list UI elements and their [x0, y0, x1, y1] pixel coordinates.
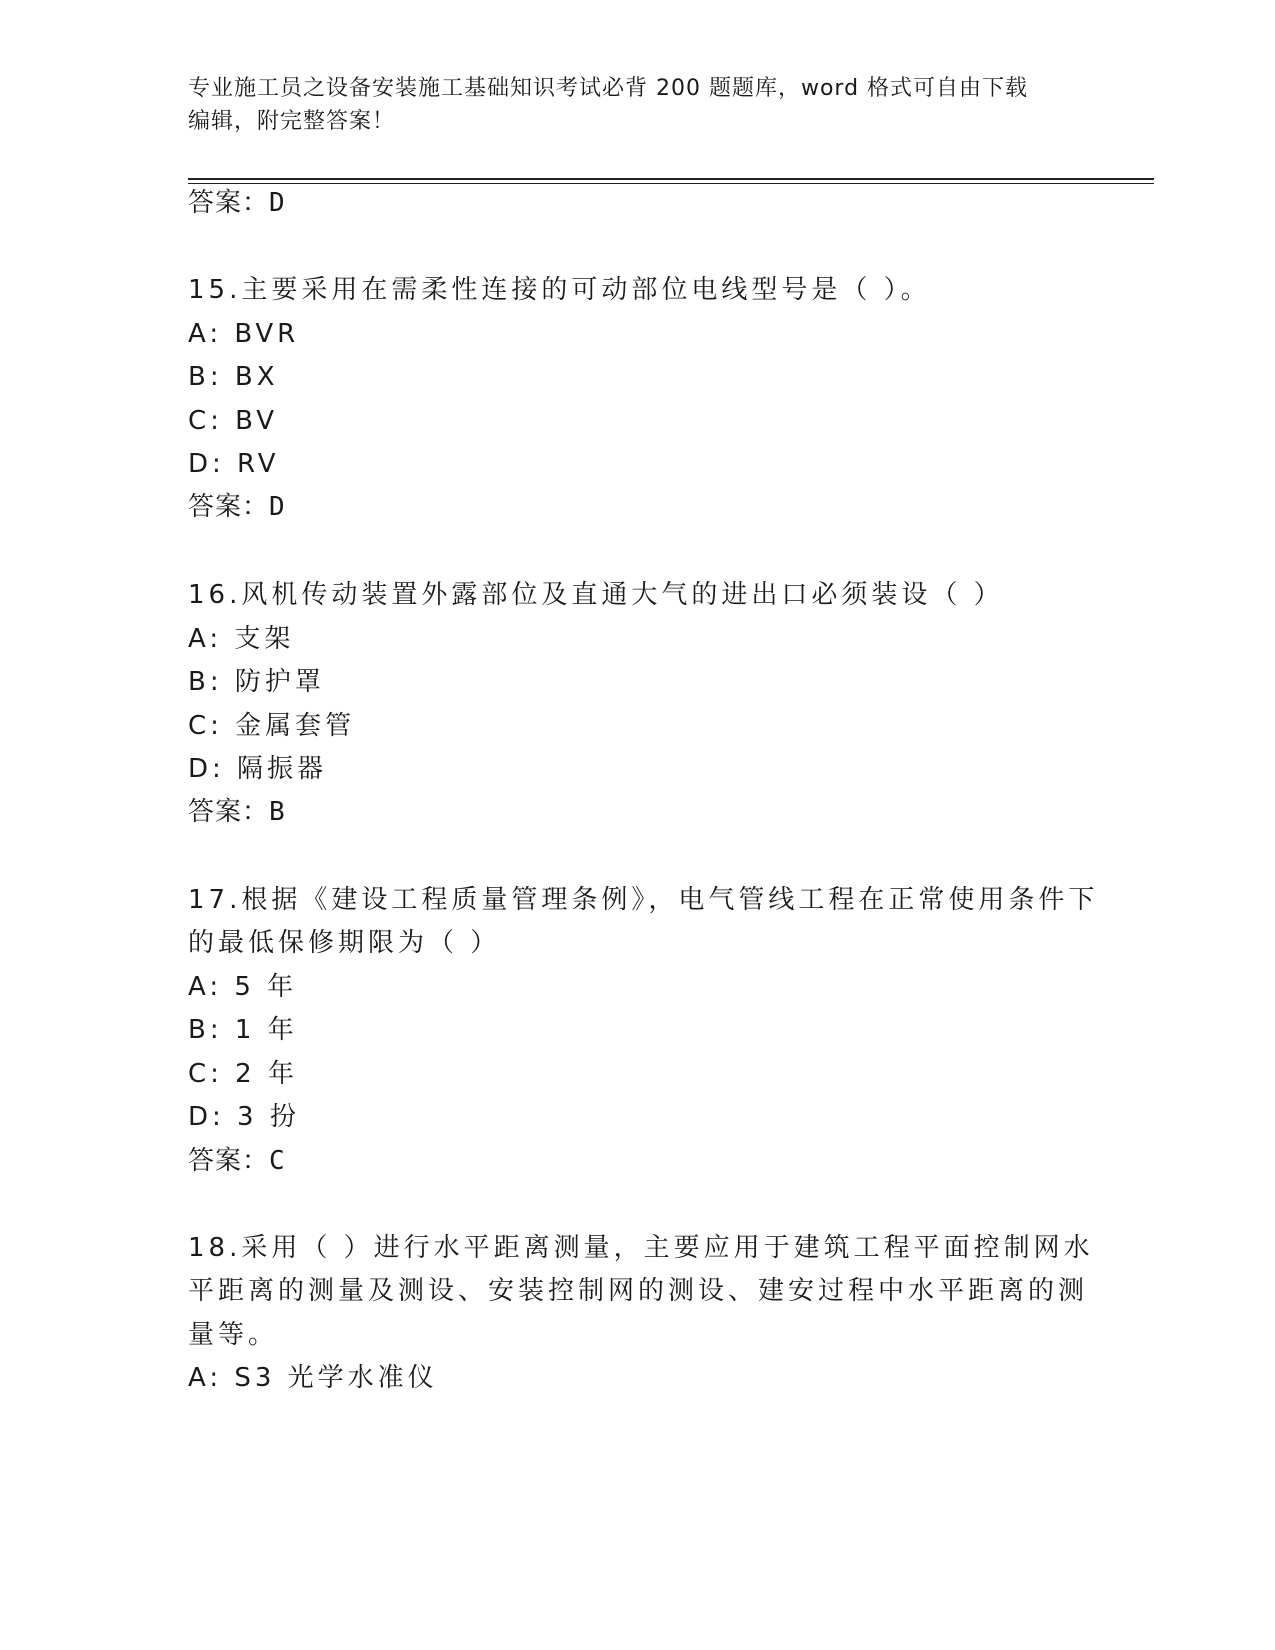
question-16-option-d: D: 隔振器	[188, 754, 328, 784]
document-header	[188, 72, 1088, 138]
question-16-option-a: A: 支架	[188, 624, 295, 654]
question-16-stem: 16.风机传动装置外露部位及直通大气的进出口必须装设（ ）	[188, 580, 1004, 610]
header-divider-thin	[188, 183, 1154, 184]
answer-q15: 答案：D	[188, 492, 286, 522]
question-15-option-b: B: BX	[188, 362, 279, 392]
question-17-option-b: B: 1 年	[188, 1015, 298, 1045]
question-18-stem-line-1: 18.采用（ ）进行水平距离测量，主要应用于建筑工程平面控制网水	[188, 1233, 1094, 1263]
question-17-option-c: C: 2 年	[188, 1059, 298, 1089]
answer-q16: 答案：B	[188, 797, 286, 827]
question-17-option-a: A: 5 年	[188, 972, 298, 1002]
question-17-option-d: D: 3 扮	[188, 1102, 300, 1132]
question-17-stem-line-2: 的最低保修期限为（ ）	[188, 928, 501, 958]
question-18-option-a: A: S3 光学水准仪	[188, 1363, 438, 1393]
question-15-option-a: A: BVR	[188, 319, 300, 349]
question-17-stem-line-1: 17.根据《建设工程质量管理条例》，电气管线工程在正常使用条件下	[188, 885, 1099, 915]
question-18-stem-line-3: 量等。	[188, 1320, 279, 1350]
question-16-option-b: B: 防护罩	[188, 667, 325, 697]
question-16-option-c: C: 金属套管	[188, 711, 356, 741]
question-15-option-c: C: BV	[188, 406, 279, 436]
header-line-1: 专业施工员之设备安装施工基础知识考试必背 200 题题库，word 格式可自由下载	[188, 76, 1029, 101]
answer-q17: 答案：C	[188, 1146, 286, 1176]
question-15-option-d: D: RV	[188, 449, 280, 479]
question-18-stem-line-2: 平距离的测量及测设、安装控制网的测设、建安过程中水平距离的测	[188, 1276, 1089, 1306]
question-15-stem: 15.主要采用在需柔性连接的可动部位电线型号是（ ）。	[188, 275, 931, 305]
header-divider-thick	[188, 178, 1154, 180]
header-line-2: 编辑，附完整答案！	[188, 109, 396, 134]
answer-q14: 答案：D	[188, 188, 286, 218]
